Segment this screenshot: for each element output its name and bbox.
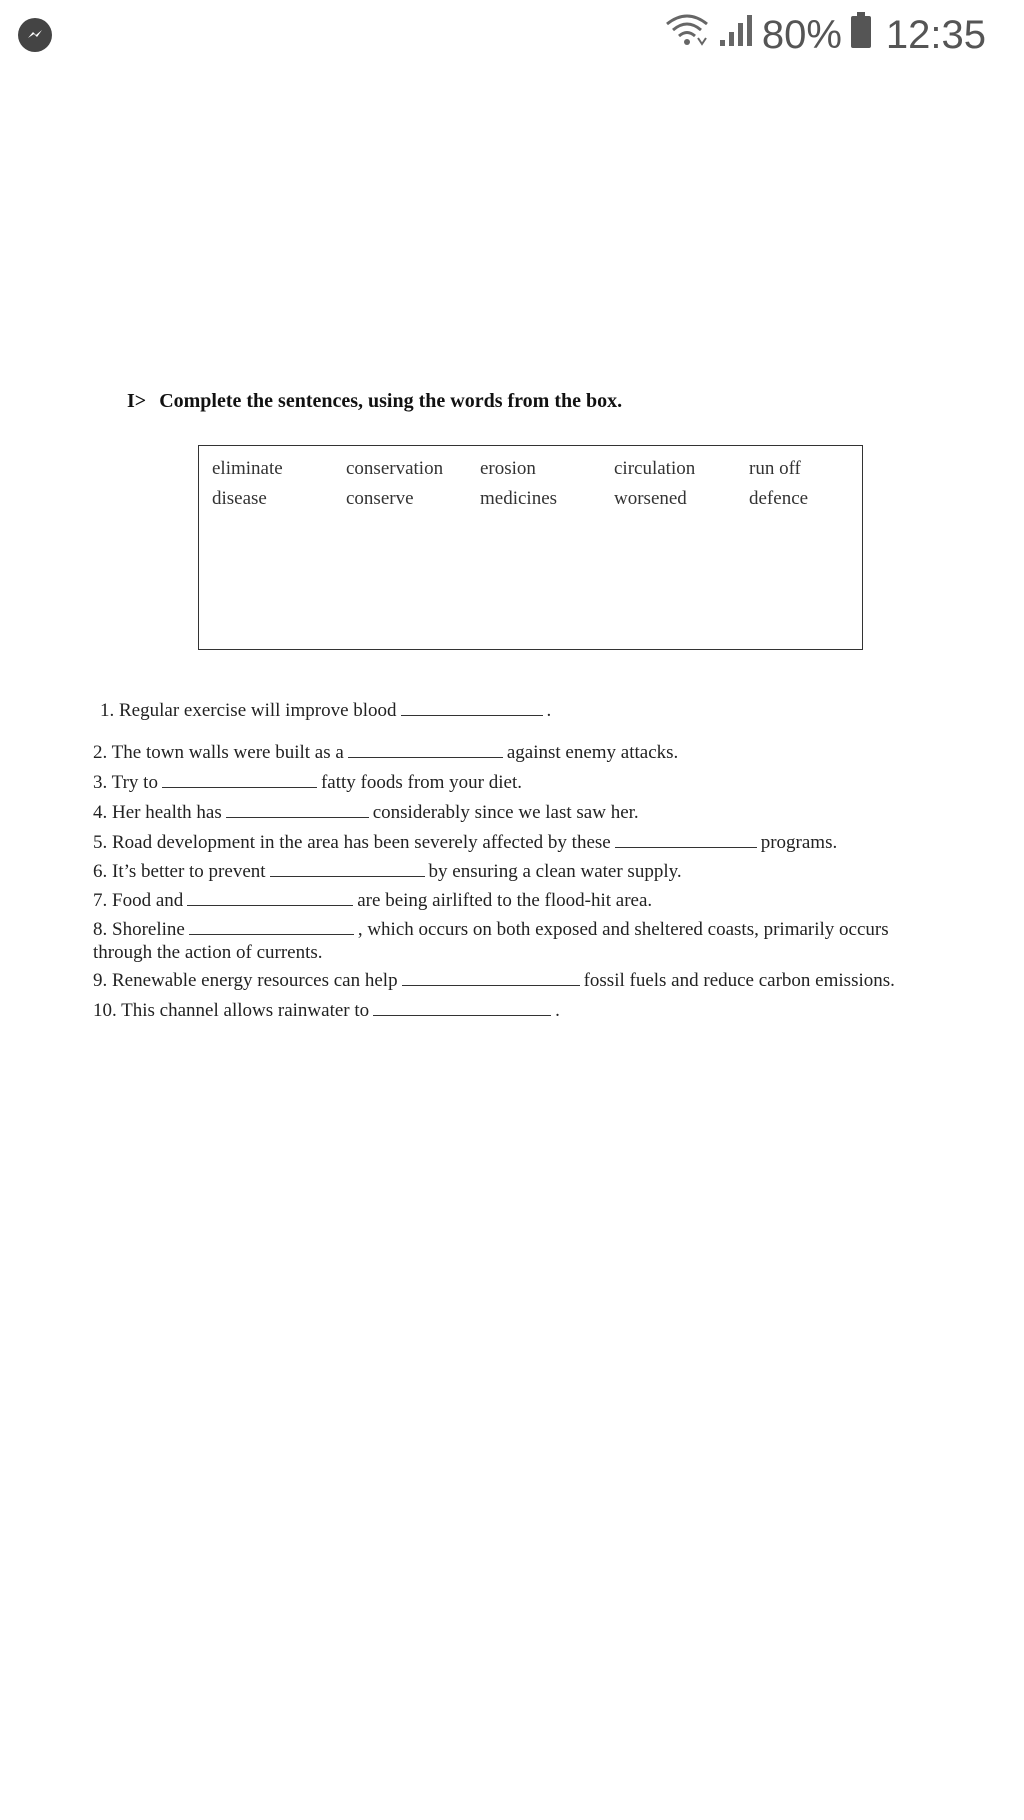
clock-time: 12:35 (885, 12, 986, 57)
word-item: medicines (480, 488, 558, 509)
sentence-text: by ensuring a clean water supply. (428, 861, 682, 882)
answer-blank[interactable] (226, 803, 369, 818)
sentence-text: 6. It’s better to prevent (93, 861, 266, 882)
word-item: disease (212, 488, 267, 509)
sentence-5 (93, 832, 837, 854)
answer-blank[interactable] (270, 862, 425, 877)
answer-blank[interactable] (402, 971, 580, 986)
word-item: conservation (346, 458, 444, 479)
sentence-text: 2. The town walls were built as a (93, 742, 344, 763)
sentence-3 (93, 772, 522, 794)
sentence-text: 9. Renewable energy resources can help (93, 970, 398, 991)
signal-icon (718, 12, 754, 58)
sentence-text: through the action of currents. (93, 942, 323, 963)
sentence-9 (93, 970, 895, 992)
sentence-text: fatty foods from your diet. (320, 772, 522, 793)
word-item: erosion (480, 458, 536, 479)
sentence-2 (93, 742, 678, 764)
sentence-text: . (546, 700, 552, 721)
status-indicators (664, 10, 986, 60)
word-item: worsened (614, 488, 687, 509)
answer-blank[interactable] (187, 891, 353, 906)
sentence-text: 1. Regular exercise will improve blood (100, 700, 397, 721)
messenger-icon[interactable] (18, 18, 52, 52)
instruction-text: Complete the sentences, using the words from the box. (159, 390, 623, 412)
answer-blank[interactable] (615, 833, 757, 848)
answer-blank[interactable] (162, 773, 317, 788)
word-box (198, 445, 863, 650)
wifi-icon (664, 12, 710, 58)
answer-blank[interactable] (373, 1001, 551, 1016)
battery-percent: 80% (761, 12, 842, 57)
sentence-text: 8. Shoreline (93, 919, 185, 940)
word-item: eliminate (212, 458, 283, 479)
word-item: circulation (614, 458, 696, 479)
sentence-text: 10. This channel allows rainwater to (93, 1000, 370, 1021)
exercise-heading (127, 390, 622, 413)
word-item: run off (749, 458, 801, 479)
answer-blank[interactable] (348, 743, 503, 758)
exercise-marker: I> (127, 390, 147, 412)
answer-blank[interactable] (401, 701, 543, 716)
sentence-text: 3. Try to (93, 772, 158, 793)
sentence-8 (93, 919, 889, 941)
word-item: defence (749, 488, 809, 509)
sentence-text: 5. Road development in the area has been severely affected by these (93, 832, 611, 853)
sentence-text: against enemy attacks. (506, 742, 679, 763)
sentence-6 (93, 861, 682, 883)
sentence-4 (93, 802, 639, 824)
sentence-text: 7. Food and (93, 890, 184, 911)
battery-icon (850, 11, 872, 59)
answer-blank[interactable] (189, 920, 354, 935)
sentence-10 (93, 1000, 560, 1022)
status-bar (0, 0, 1024, 70)
sentence-text: 4. Her health has (93, 802, 222, 823)
sentence-text: . (555, 1000, 560, 1021)
sentence-text: fossil fuels and reduce carbon emissions. (583, 970, 895, 991)
sentence-text: are being airlifted to the flood-hit area. (357, 890, 653, 911)
sentence-7 (93, 890, 652, 912)
sentence-text: programs. (760, 832, 838, 853)
word-item: conserve (346, 488, 414, 509)
sentence-1 (100, 700, 551, 722)
sentence-text: considerably since we last saw her. (372, 802, 639, 823)
sentence-text: , which occurs on both exposed and sheltered coasts, primarily occurs (357, 919, 889, 940)
sentence-8-continued (93, 942, 323, 964)
